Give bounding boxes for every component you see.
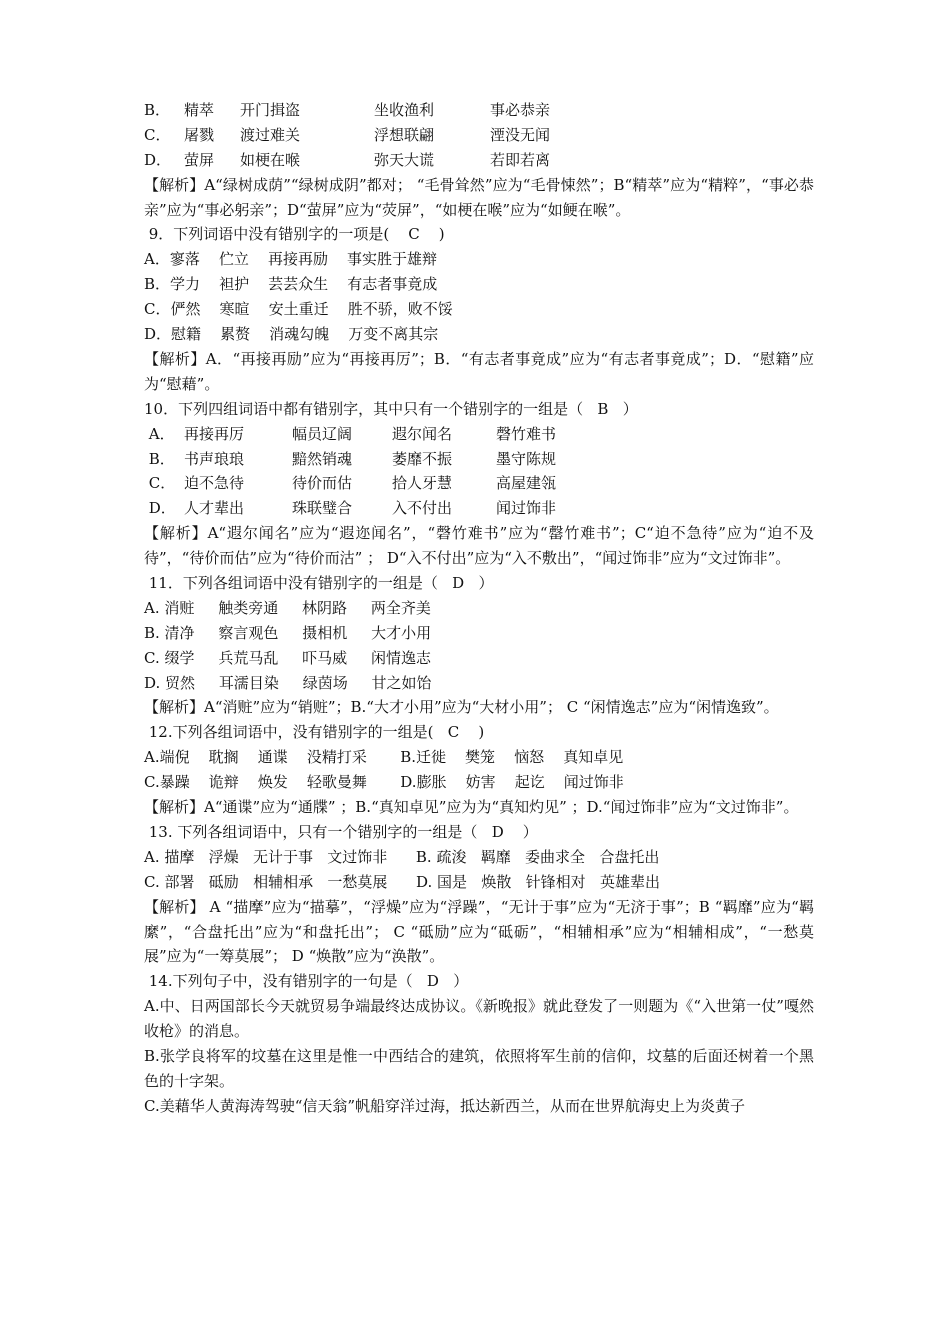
option-line xyxy=(144,123,814,148)
option-word: 拾人牙慧 xyxy=(392,474,453,493)
option-word: 浮想联翩 xyxy=(374,125,435,144)
option-label: D． xyxy=(144,499,176,518)
paragraph: 【解析】A“遐尔闻名”应为“遐迩闻名”，“磬竹难书”应为“罄竹难书”；C“迫不急待”应为“迫不及待”，“待价而估”应为“待价而沽” ； D“入不付出”应为“入不敷出”，“闻过饰非”应为“文过饰非”。 xyxy=(144,524,814,568)
text-line: 【解析】A“消赃”应为“销赃”；B.“大才小用”应为“大材小用”； C “闲情逸志”应为“闲情逸致”。 xyxy=(144,698,779,717)
paragraph: B.张学良将军的坟墓在这里是惟一中西结合的建筑，依照将军生前的信仰，坟墓的后面还树着一个黑色的十字架。 xyxy=(144,1047,814,1090)
paragraph: A.中、日两国部长今天就贸易争端最终达成协议。《新晚报》就此登发了一则题为《“入世第一仗”嘎然收枪》的消息。 xyxy=(144,997,814,1041)
option-line xyxy=(144,148,814,173)
option-word: 湮没无闻 xyxy=(490,125,551,144)
text-line: A．寥落 伫立 再接再励 事实胜于雄辩 xyxy=(144,250,438,269)
text-line: A. 描摩 浮燥 无计于事 文过饰非 B. 疏浚 羁靡 委曲求全 合盘托出 xyxy=(144,847,660,866)
option-word: 萎靡不振 xyxy=(392,449,453,468)
text-line: A.端倪 耽搁 通谍 没精打采 B.迁徙 樊笼 恼怒 真知卓见 xyxy=(144,748,624,767)
option-label: C． xyxy=(144,125,171,144)
text-line: B. 清净 察言观色 摄相机 大才小用 xyxy=(144,623,432,642)
option-word: 精萃 xyxy=(184,101,215,119)
option-word: 坐收渔利 xyxy=(374,101,435,119)
text-line: B．学力 袒护 芸芸众生 有志者事竟成 xyxy=(144,275,438,294)
option-word: 墨守陈规 xyxy=(496,449,557,468)
option-word: 迫不急待 xyxy=(184,474,245,493)
text-line: 9．下列词语中没有错别字的一项是( C ) xyxy=(144,225,445,244)
paragraph: 【解析】 A “描摩”应为“描摹”，“浮燥”应为“浮躁”，“无计于事”应为“无济于事”；B “羁靡”应为“羁縻”，“合盘托出”应为“和盘托出”； C “砥励”应为“砥砺”，“相辅相承”应为“相辅相成”，“一愁莫展”应为“一筹莫展”； D “焕散”应为“涣散”。 xyxy=(144,897,814,966)
option-line xyxy=(144,98,814,123)
option-word: 屠戮 xyxy=(184,125,215,144)
option-word: 待价而估 xyxy=(292,474,353,493)
text-line: 10．下列四组词语中都有错别字，其中只有一个错别字的一组是（ B ） xyxy=(144,399,638,418)
option-word: 事必恭亲 xyxy=(490,101,551,119)
option-word: 开门揖盗 xyxy=(240,101,301,119)
text-line: C.美藉华人黄海涛驾驶“信天翁”帆船穿洋过海，抵达新西兰，从而在世界航海史上为炎黄子 xyxy=(144,1096,746,1115)
option-line xyxy=(144,422,814,447)
option-word: 人才辈出 xyxy=(184,499,245,518)
text-line: A. 消赃 触类旁通 林阴路 两全齐美 xyxy=(144,598,431,617)
option-word: 如梗在喉 xyxy=(240,150,301,169)
option-word: 磬竹难书 xyxy=(496,424,557,443)
document-page xyxy=(144,98,814,1119)
option-word: 高屋建瓴 xyxy=(496,474,557,493)
option-label: A． xyxy=(144,424,175,443)
option-line xyxy=(144,496,814,521)
paragraph: 【解析】A．“再接再励”应为“再接再厉”；B．“有志者事竟成”应为“有志者事竟成”；D．“慰籍”应为“慰藉”。 xyxy=(144,349,814,393)
option-word: 书声琅琅 xyxy=(184,449,245,468)
text-line: C.暴躁 诡辩 焕发 轻歌曼舞 D.膨胀 妨害 起讫 闻过饰非 xyxy=(144,773,624,792)
text-line: 14.下列句子中，没有错别字的一句是（ D ） xyxy=(144,972,469,991)
option-word: 珠联璧合 xyxy=(292,499,353,518)
option-word: 萤屏 xyxy=(184,150,215,169)
paragraph: 【解析】A“绿树成荫”“绿树成阴”都对； “毛骨耸然”应为“毛骨悚然”；B“精萃”应为“精粹”，“事必恭亲”应为“事必躬亲”；D“萤屏”应为“荧屏”，“如梗在喉”应为“如鲠在喉”。 xyxy=(144,175,814,219)
text-line: 12.下列各组词语中，没有错别字的一组是( C ) xyxy=(144,723,485,742)
text-line: 13. 下列各组词语中，只有一个错别字的一组是（ D ） xyxy=(144,822,538,841)
option-word: 弥天大谎 xyxy=(374,150,435,169)
option-label: B． xyxy=(144,449,175,468)
option-line xyxy=(144,447,814,472)
text-line: D．慰籍 累赘 消魂勾魄 万变不离其宗 xyxy=(144,325,439,344)
option-word: 幅员辽阔 xyxy=(292,424,353,443)
option-word: 入不付出 xyxy=(392,499,453,518)
option-line xyxy=(144,471,814,496)
option-label: B． xyxy=(144,101,171,119)
option-label: C． xyxy=(144,474,176,493)
paragraph: 【解析】A“通谍”应为“通牒” ；B.“真知卓见”应为为“真知灼见” ；D.“闻过饰非”应为“文过饰非”。 xyxy=(144,798,799,817)
text-line: C. 部署 砥励 相辅相承 一愁莫展 D. 国是 焕散 针锋相对 英雄辈出 xyxy=(144,872,660,891)
option-word: 再接再厉 xyxy=(184,424,245,443)
text-line: 11．下列各组词语中没有错别字的一组是（ D ） xyxy=(144,574,494,593)
option-word: 渡过难关 xyxy=(240,125,301,144)
text-line: C. 缀学 兵荒马乱 吓马威 闲情逸志 xyxy=(144,648,432,667)
option-word: 遐尔闻名 xyxy=(392,424,453,443)
text-line: C．俨然 寒暄 安土重迁 胜不骄，败不馁 xyxy=(144,300,453,319)
option-word: 黯然销魂 xyxy=(292,449,353,468)
text-line: D. 贸然 耳濡目染 绿茵场 甘之如饴 xyxy=(144,673,432,692)
option-word: 若即若离 xyxy=(490,150,551,169)
option-label: D． xyxy=(144,150,172,169)
option-word: 闻过饰非 xyxy=(496,499,557,518)
